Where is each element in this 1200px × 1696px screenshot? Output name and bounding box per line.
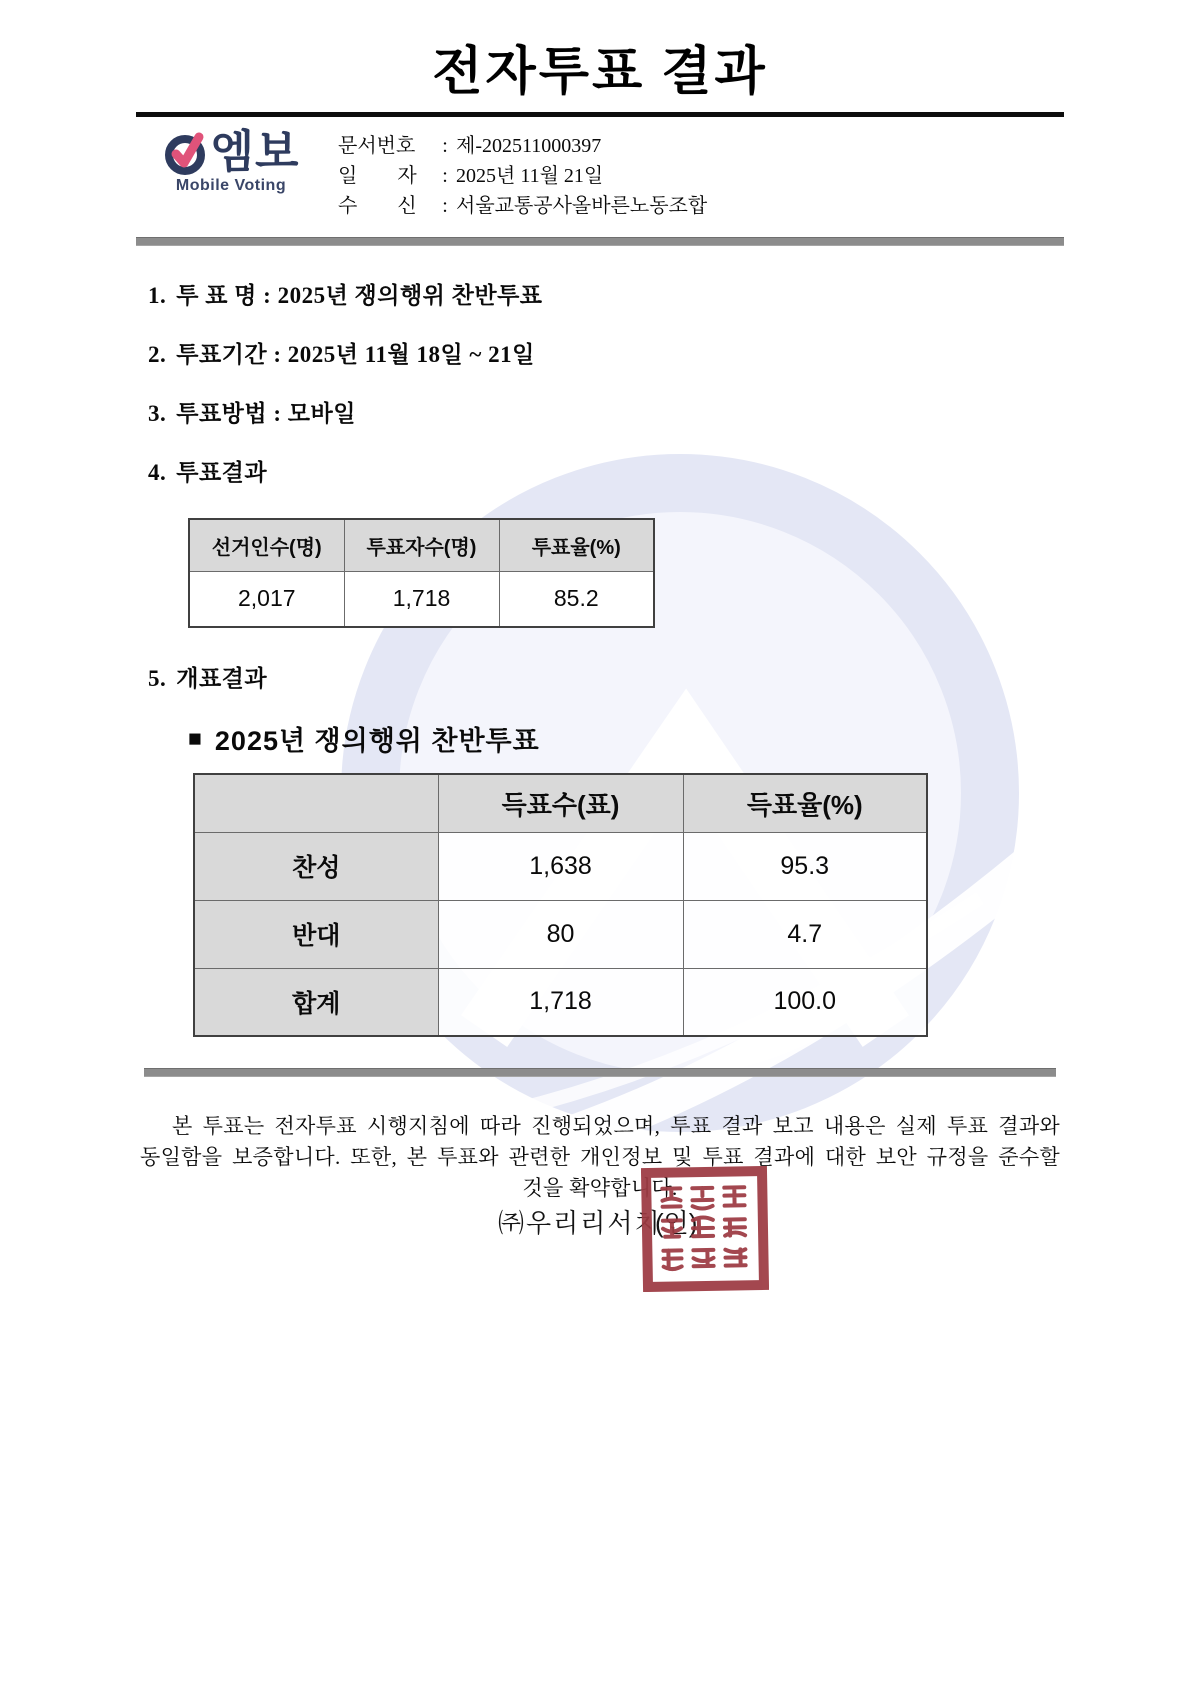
count-header-row: [194, 774, 927, 832]
total-votes: 1,718: [438, 968, 683, 1036]
count-section-heading: [188, 719, 1200, 758]
doc-number-label: 문서번호: [338, 135, 416, 157]
item-vote-result: [148, 459, 1200, 487]
signature-row: [0, 1203, 1200, 1243]
report-items: [148, 282, 1200, 487]
header-votes: 득표수(표): [438, 774, 683, 832]
doc-date-value: 2025년 11월 21일: [456, 165, 604, 187]
mobile-voting-logo: [150, 127, 312, 195]
turnout-header-row: [189, 519, 654, 571]
header-electorate: 선거인수(명): [189, 519, 344, 571]
total-label: 합계: [194, 968, 438, 1036]
logo-subtitle: Mobile Voting: [175, 177, 287, 194]
colon: :: [442, 195, 448, 217]
page-title: 전자투표 결과: [432, 44, 768, 101]
colon: :: [442, 135, 448, 157]
electorate-value: 2,017: [189, 571, 344, 627]
approve-percentage: 95.3: [683, 832, 927, 900]
title-underline: [136, 112, 1064, 117]
item-text: 투표기간 : 2025년 11월 18일 ~ 21일: [176, 342, 535, 367]
company-name: ㈜우리리서치: [498, 1208, 662, 1238]
footer-divider-bar: [144, 1068, 1056, 1077]
item-text: 투표결과: [176, 460, 268, 485]
seal-placeholder-text: (인): [655, 1208, 698, 1238]
oppose-votes: 80: [438, 900, 683, 968]
item-vote-method: [148, 400, 1200, 428]
oppose-percentage: 4.7: [683, 900, 927, 968]
item-count-result: [148, 665, 1200, 693]
item-vote-period: [148, 341, 1200, 369]
row-approve: [194, 832, 927, 900]
count-result-table: [193, 773, 928, 1037]
item-text: 투 표 명 : 2025년 쟁의행위 찬반투표: [176, 283, 543, 308]
doc-recipient-row: [338, 191, 707, 221]
square-bullet-icon: ■: [188, 725, 203, 751]
header-empty: [194, 774, 438, 832]
item-number: 4.: [148, 460, 167, 485]
header-turnout: 투표율(%): [499, 519, 654, 571]
certification-line: 본 투표는 전자투표 시행지침에 따라 진행되었으며, 투표 결과 보고 내용은 실제 투표 결과와: [172, 1114, 1060, 1138]
header-divider-bar: [136, 237, 1064, 246]
item-number: 1.: [148, 283, 167, 308]
header-voters: 투표자수(명): [344, 519, 499, 571]
doc-number-row: [338, 131, 707, 161]
logo-wordmark: 엠보: [210, 126, 300, 178]
doc-recipient-label: 수 신: [338, 195, 417, 217]
certification-paragraph: [140, 1111, 1060, 1204]
certification-line: 것을 확약합니다.: [522, 1176, 678, 1200]
doc-recipient-value: 서울교통공사올바른노동조합: [456, 195, 708, 217]
certification-line: 동일함을 보증합니다. 또한, 본 투표와 관련한 개인정보 및 투표 결과에 대한 보안 규정을 준수할: [140, 1145, 1060, 1169]
voters-value: 1,718: [344, 571, 499, 627]
turnout-data-row: [189, 571, 654, 627]
document-header: [150, 127, 1200, 223]
row-oppose: [194, 900, 927, 968]
approve-votes: 1,638: [438, 832, 683, 900]
document-info: [338, 127, 707, 221]
item-text: 투표방법 : 모바일: [176, 401, 356, 426]
item-vote-name: [148, 282, 1200, 310]
total-percentage: 100.0: [683, 968, 927, 1036]
item-number: 2.: [148, 342, 167, 367]
doc-date-label: 일 자: [338, 165, 417, 187]
turnout-value: 85.2: [499, 571, 654, 627]
approve-label: 찬성: [194, 832, 438, 900]
company-seal-stamp: [641, 1166, 769, 1292]
doc-date-row: [338, 161, 707, 191]
doc-number-value: 제-202511000397: [456, 135, 602, 157]
item-number: 5.: [148, 666, 167, 691]
header-percentage: 득표율(%): [683, 774, 927, 832]
check-circle-icon: [163, 127, 209, 177]
item-text: 개표결과: [176, 666, 268, 691]
turnout-table: [188, 518, 655, 628]
oppose-label: 반대: [194, 900, 438, 968]
item-number: 3.: [148, 401, 167, 426]
count-section-title: 2025년 쟁의행위 찬반투표: [214, 726, 540, 756]
colon: :: [442, 165, 448, 187]
row-total: [194, 968, 927, 1036]
